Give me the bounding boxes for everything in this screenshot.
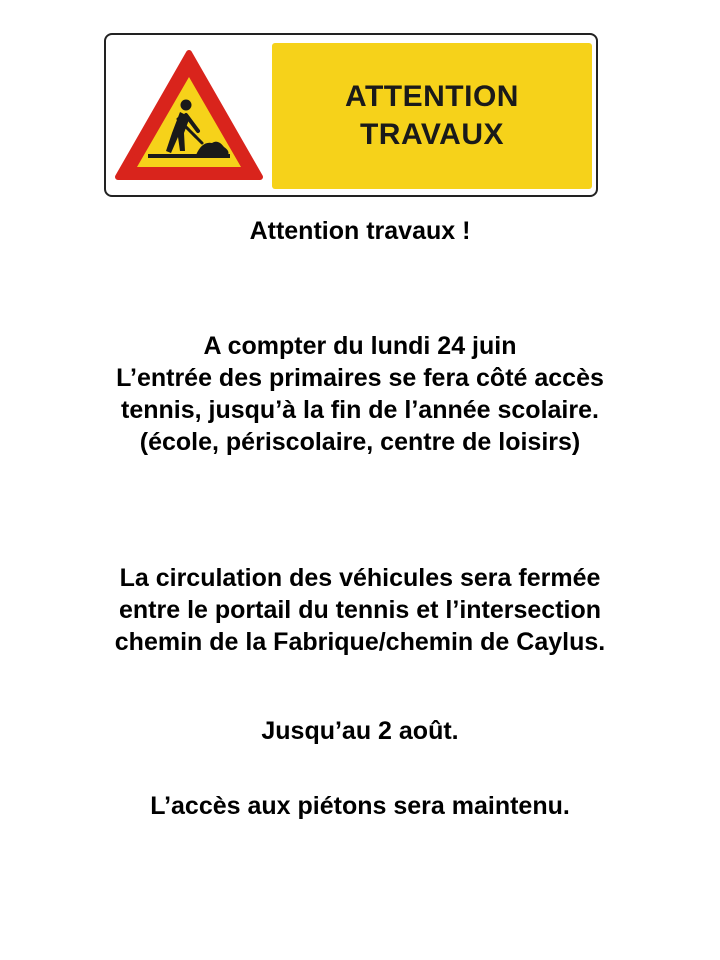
notice-paragraph-pedestrians xyxy=(0,790,720,822)
notice-paragraph-end-date xyxy=(0,715,720,747)
notice-paragraph-traffic xyxy=(0,562,720,658)
heading-text: Attention travaux ! xyxy=(249,217,471,245)
notice-paragraph-entrance xyxy=(0,330,720,458)
sign-title-line-1: ATTENTION xyxy=(345,80,519,113)
roadworks-warning-icon xyxy=(114,47,264,183)
sign-text-panel xyxy=(272,43,592,189)
paragraph-line: (école, périscolaire, centre de loisirs) xyxy=(139,428,581,456)
sign-title-line-2: TRAVAUX xyxy=(359,118,505,151)
paragraph-line: La circulation des véhicules sera fermée xyxy=(119,564,601,592)
paragraph-line: chemin de la Fabrique/chemin de Caylus. xyxy=(114,628,606,656)
paragraph-line: L’entrée des primaires se fera côté accès xyxy=(116,364,604,392)
paragraph-line: L’accès aux piétons sera maintenu. xyxy=(150,792,570,820)
paragraph-line: Jusqu’au 2 août. xyxy=(261,717,459,745)
paragraph-line: tennis, jusqu’à la fin de l’année scolaire. xyxy=(121,396,599,424)
paragraph-line: A compter du lundi 24 juin xyxy=(203,332,517,360)
paragraph-line: entre le portail du tennis et l’intersection xyxy=(118,596,602,624)
warning-sign xyxy=(104,33,598,197)
notice-heading xyxy=(0,215,720,247)
